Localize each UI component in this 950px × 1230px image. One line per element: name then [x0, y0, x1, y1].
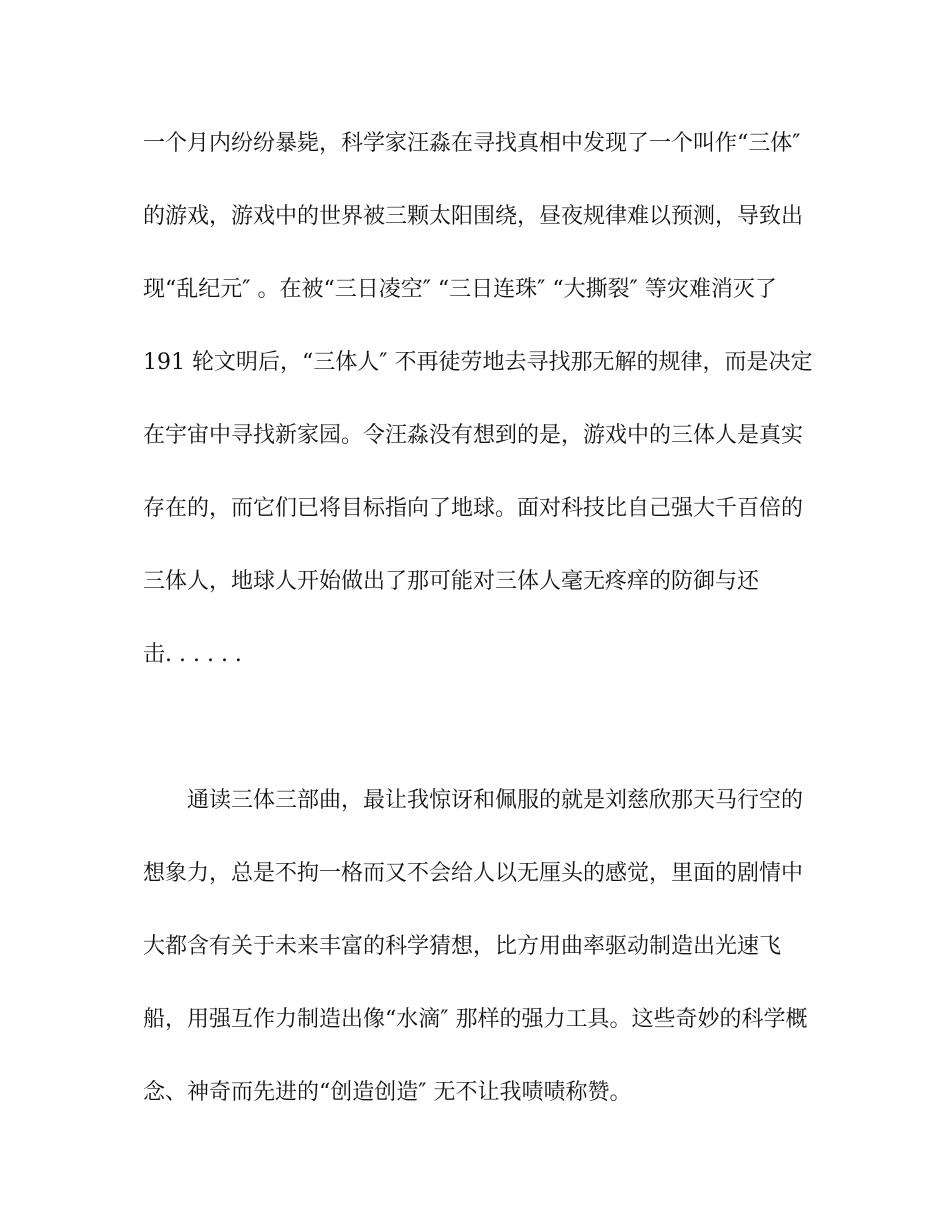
paragraph-line: 现“乱纪元″ 。在被“三日凌空″ “三日连珠″ “大撕裂″ 等灾难消灭了 [143, 277, 777, 302]
paragraph-line: 的游戏，游戏中的世界被三颗太阳围绕，昼夜规律难以预测，导致出 [143, 204, 804, 229]
paragraph-line: 大都含有关于未来丰富的科学猜想，比方用曲率驱动制造出光速飞 [143, 934, 782, 959]
paragraph-line: 想象力，总是不拘一格而又不会给人以无厘头的感觉，里面的剧情中 [143, 861, 804, 886]
paragraph-line: 三体人，地球人开始做出了那可能对三体人毫无疼痒的防御与还 [143, 569, 760, 594]
paragraph-line: 通读三体三部曲，最让我惊讶和佩服的就是刘慈欣那天马行空的 [187, 788, 804, 813]
paragraph-line: 船，用强互作力制造出像“水滴″ 那样的强力工具。这些奇妙的科学概 [143, 1007, 808, 1032]
paragraph-line: 在宇宙中寻找新家园。令汪淼没有想到的是，游戏中的三体人是真实 [143, 423, 804, 448]
paragraph-line: 击. . . . . . [143, 642, 242, 667]
paragraph-line: 191 轮文明后，“三体人″ 不再徒劳地去寻找那无解的规律，而是决定 [143, 350, 813, 375]
paragraph-line: 存在的，而它们已将目标指向了地球。面对科技比自己强大千百倍的 [143, 496, 804, 521]
paragraph-line: 念、神奇而先进的“创造创造″ 无不让我啧啧称赞。 [143, 1080, 632, 1105]
paragraph-line: 一个月内纷纷暴毙，科学家汪淼在寻找真相中发现了一个叫作“三体″ [143, 131, 801, 156]
